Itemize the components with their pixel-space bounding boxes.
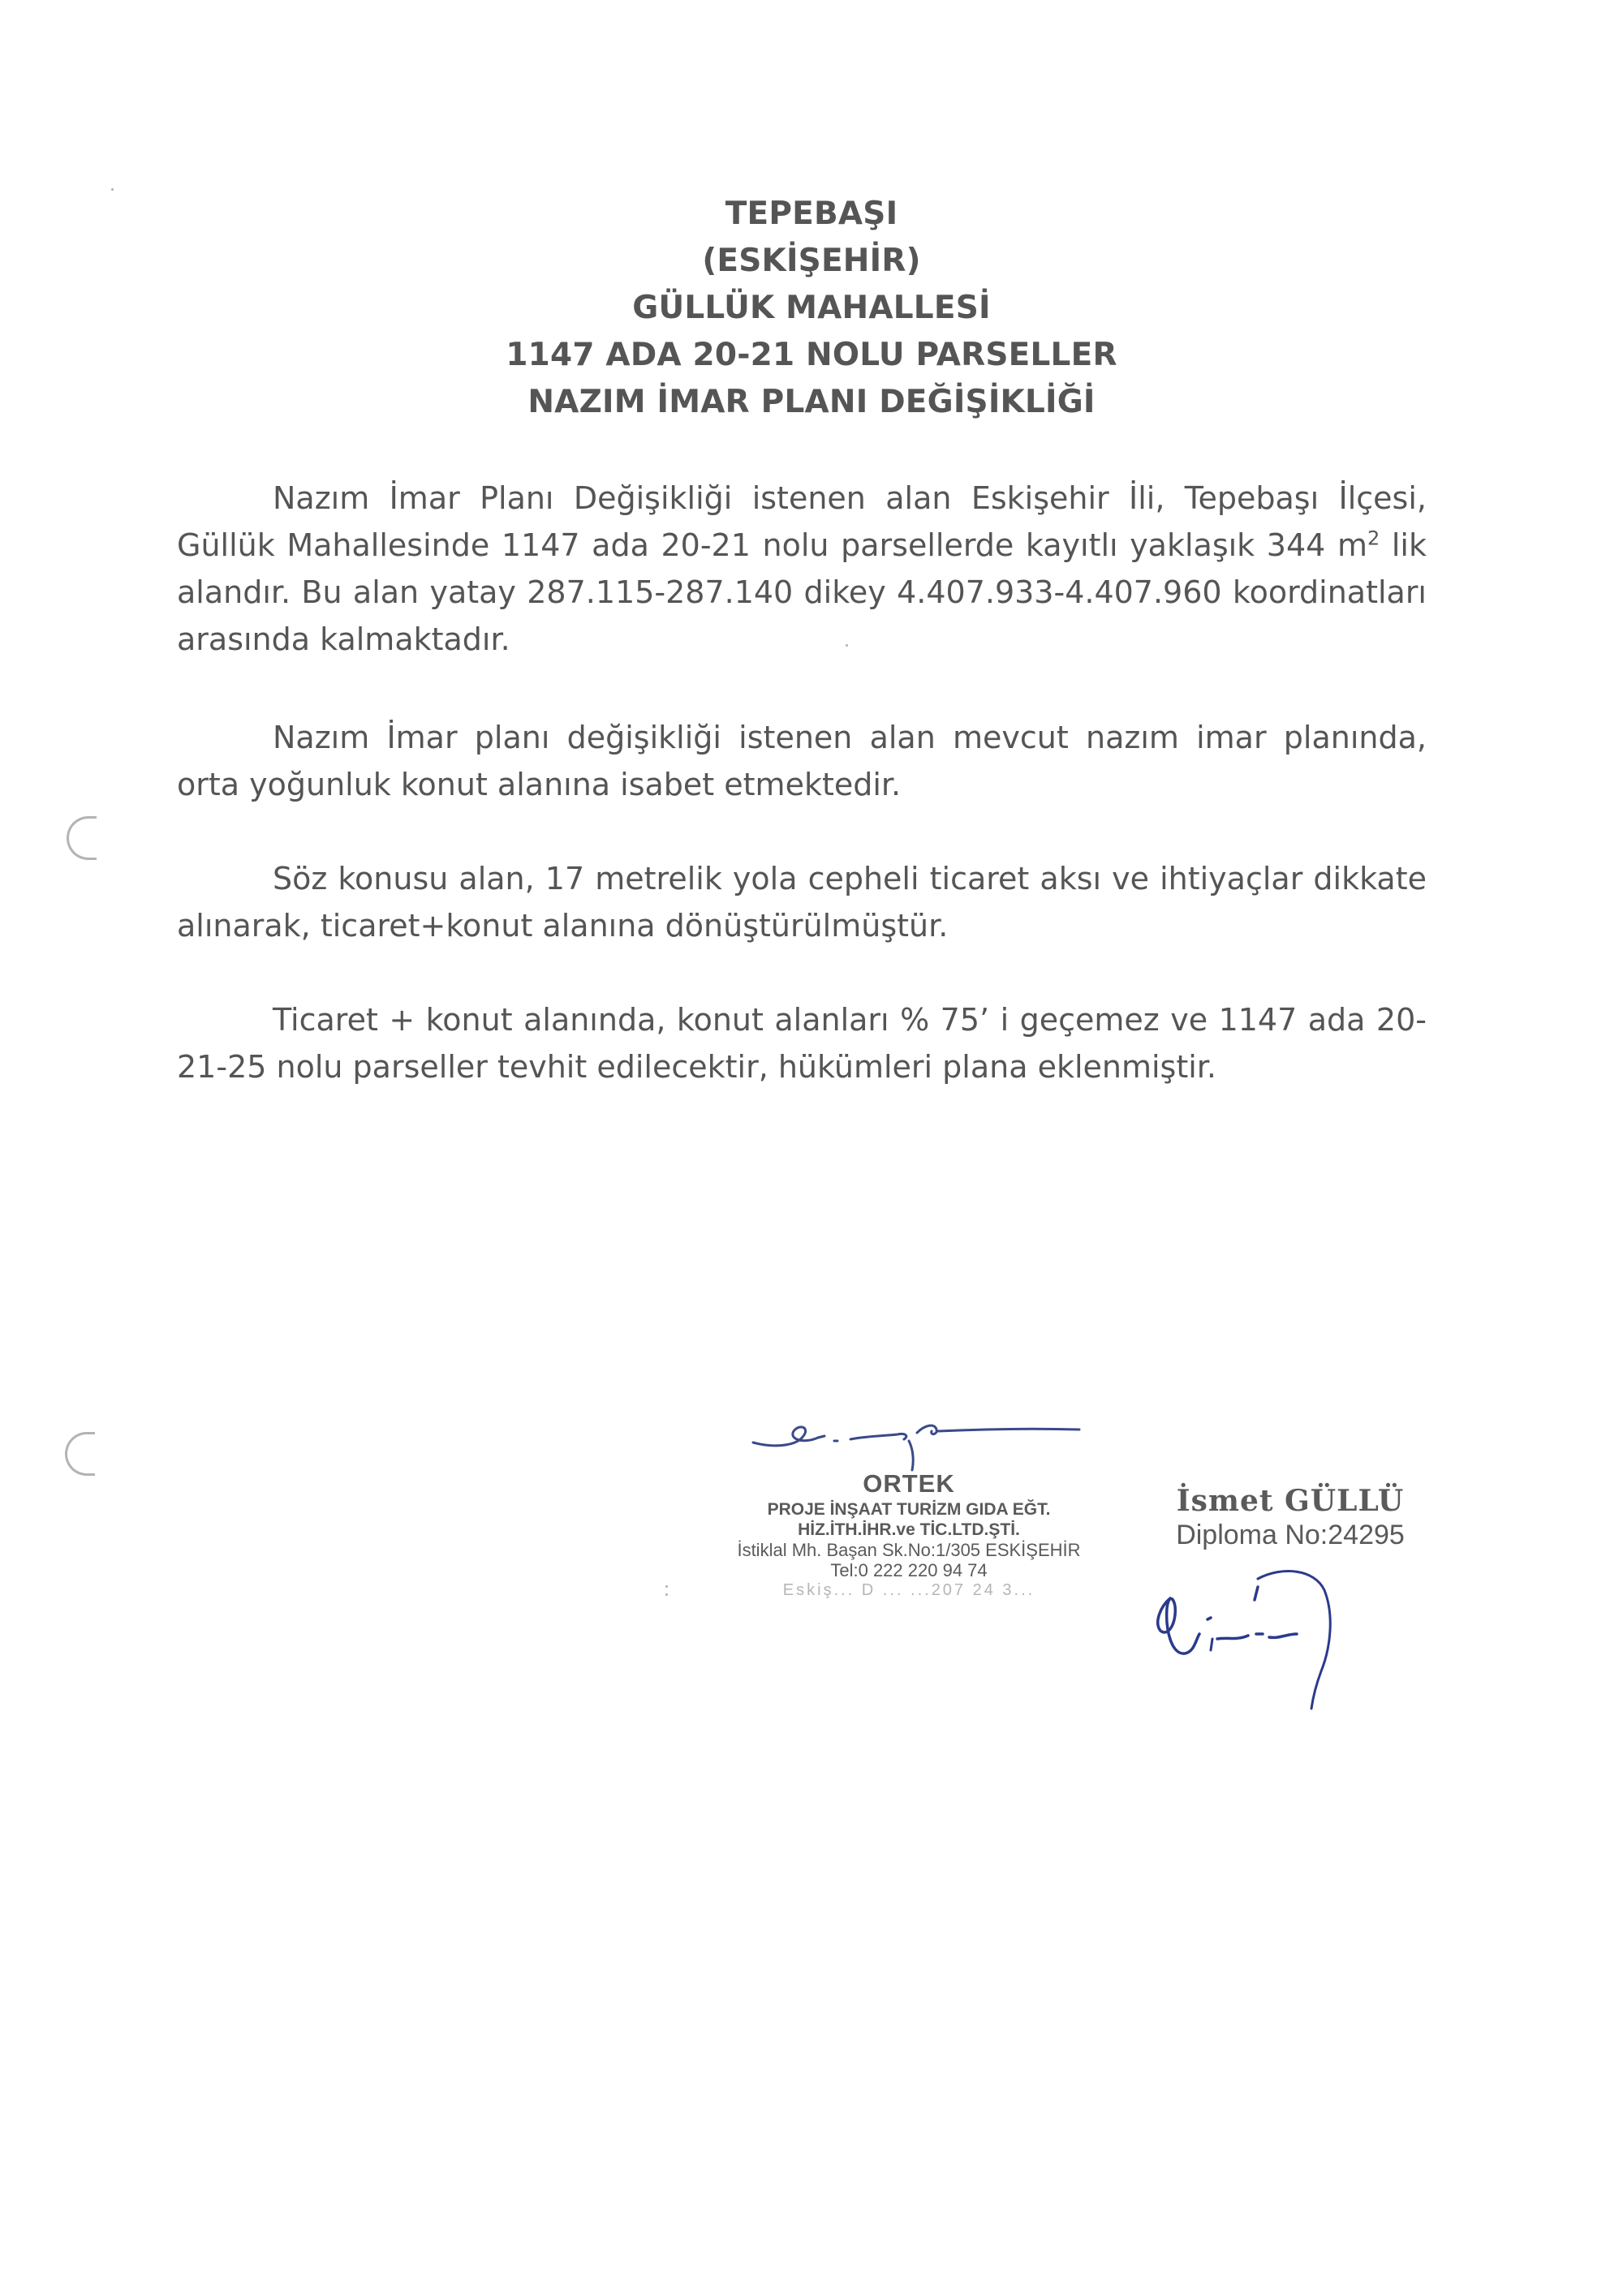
hole-punch-mark	[65, 1432, 95, 1476]
paragraph-4	[177, 996, 1427, 1090]
engineer-stamp	[1144, 1483, 1436, 1551]
paragraph-3-text: Söz konusu alan, 17 metrelik yola cepheli ticaret aksı ve ihtiyaçlar dikkate alınarak, ticaret+konut alanına dönüştürülmüştür.	[177, 861, 1427, 944]
scan-speck	[665, 1585, 668, 1588]
company-name: ORTEK	[863, 1469, 955, 1498]
heading-parcels: 1147 ADA 20-21 NOLU PARSELLER	[506, 337, 1117, 373]
paragraph-3	[177, 855, 1427, 949]
paragraph-2	[177, 714, 1427, 808]
paragraph-1-text-b: lik alandır. Bu alan yatay 287.115-287.140 dikey 4.407.933-4.407.960 koordinatları arasında kalmaktadır.	[177, 527, 1427, 657]
company-line-1: PROJE İNŞAAT TURİZM GIDA EĞT.	[767, 1500, 1051, 1519]
document-heading	[0, 191, 1623, 426]
company-signature	[747, 1412, 1087, 1477]
paragraph-1	[177, 475, 1427, 663]
company-line-2: HİZ.İTH.İHR.ve TİC.LTD.ŞTİ.	[798, 1520, 1020, 1539]
heading-neighborhood: GÜLLÜK MAHALLESİ	[632, 290, 991, 326]
scan-speck	[846, 644, 848, 647]
company-tax-office: Eskiş... D ... ...207 24 3...	[782, 1581, 1035, 1599]
company-address: İstiklal Mh. Başan Sk.No:1/305 ESKİŞEHİR	[737, 1540, 1081, 1560]
engineer-diploma: Diploma No:24295	[1176, 1520, 1405, 1550]
scan-speck	[665, 1593, 668, 1596]
company-stamp	[698, 1470, 1120, 1600]
heading-city: (ESKİŞEHİR)	[702, 243, 921, 279]
hole-punch-mark	[67, 816, 97, 860]
paragraph-1-superscript: 2	[1367, 527, 1380, 550]
paragraph-2-text: Nazım İmar planı değişikliği istenen alan mevcut nazım imar planında, orta yoğunluk konut alanına isabet etmektedir.	[177, 720, 1427, 802]
engineer-name: İsmet GÜLLÜ	[1176, 1484, 1405, 1518]
paragraph-1-text-a: Nazım İmar Planı Değişikliği istenen alan Eskişehir İli, Tepebaşı İlçesi, Güllük Mahallesinde 1147 ada 20-21 nolu parsellerde kayıtlı yaklaşık 344 m	[177, 480, 1427, 563]
paragraph-4-text: Ticaret + konut alanında, konut alanları % 75’ i geçemez ve 1147 ada 20-21-25 nolu parseller tevhit edilecektir, hükümleri plana eklenmiştir.	[177, 1002, 1427, 1085]
heading-district: TEPEBAŞI	[725, 196, 898, 232]
heading-plan-title: NAZIM İMAR PLANI DEĞİŞİKLİĞİ	[527, 384, 1096, 420]
company-phone: Tel:0 222 220 94 74	[830, 1560, 988, 1580]
engineer-signature	[1136, 1550, 1371, 1712]
scan-speck	[111, 188, 114, 191]
